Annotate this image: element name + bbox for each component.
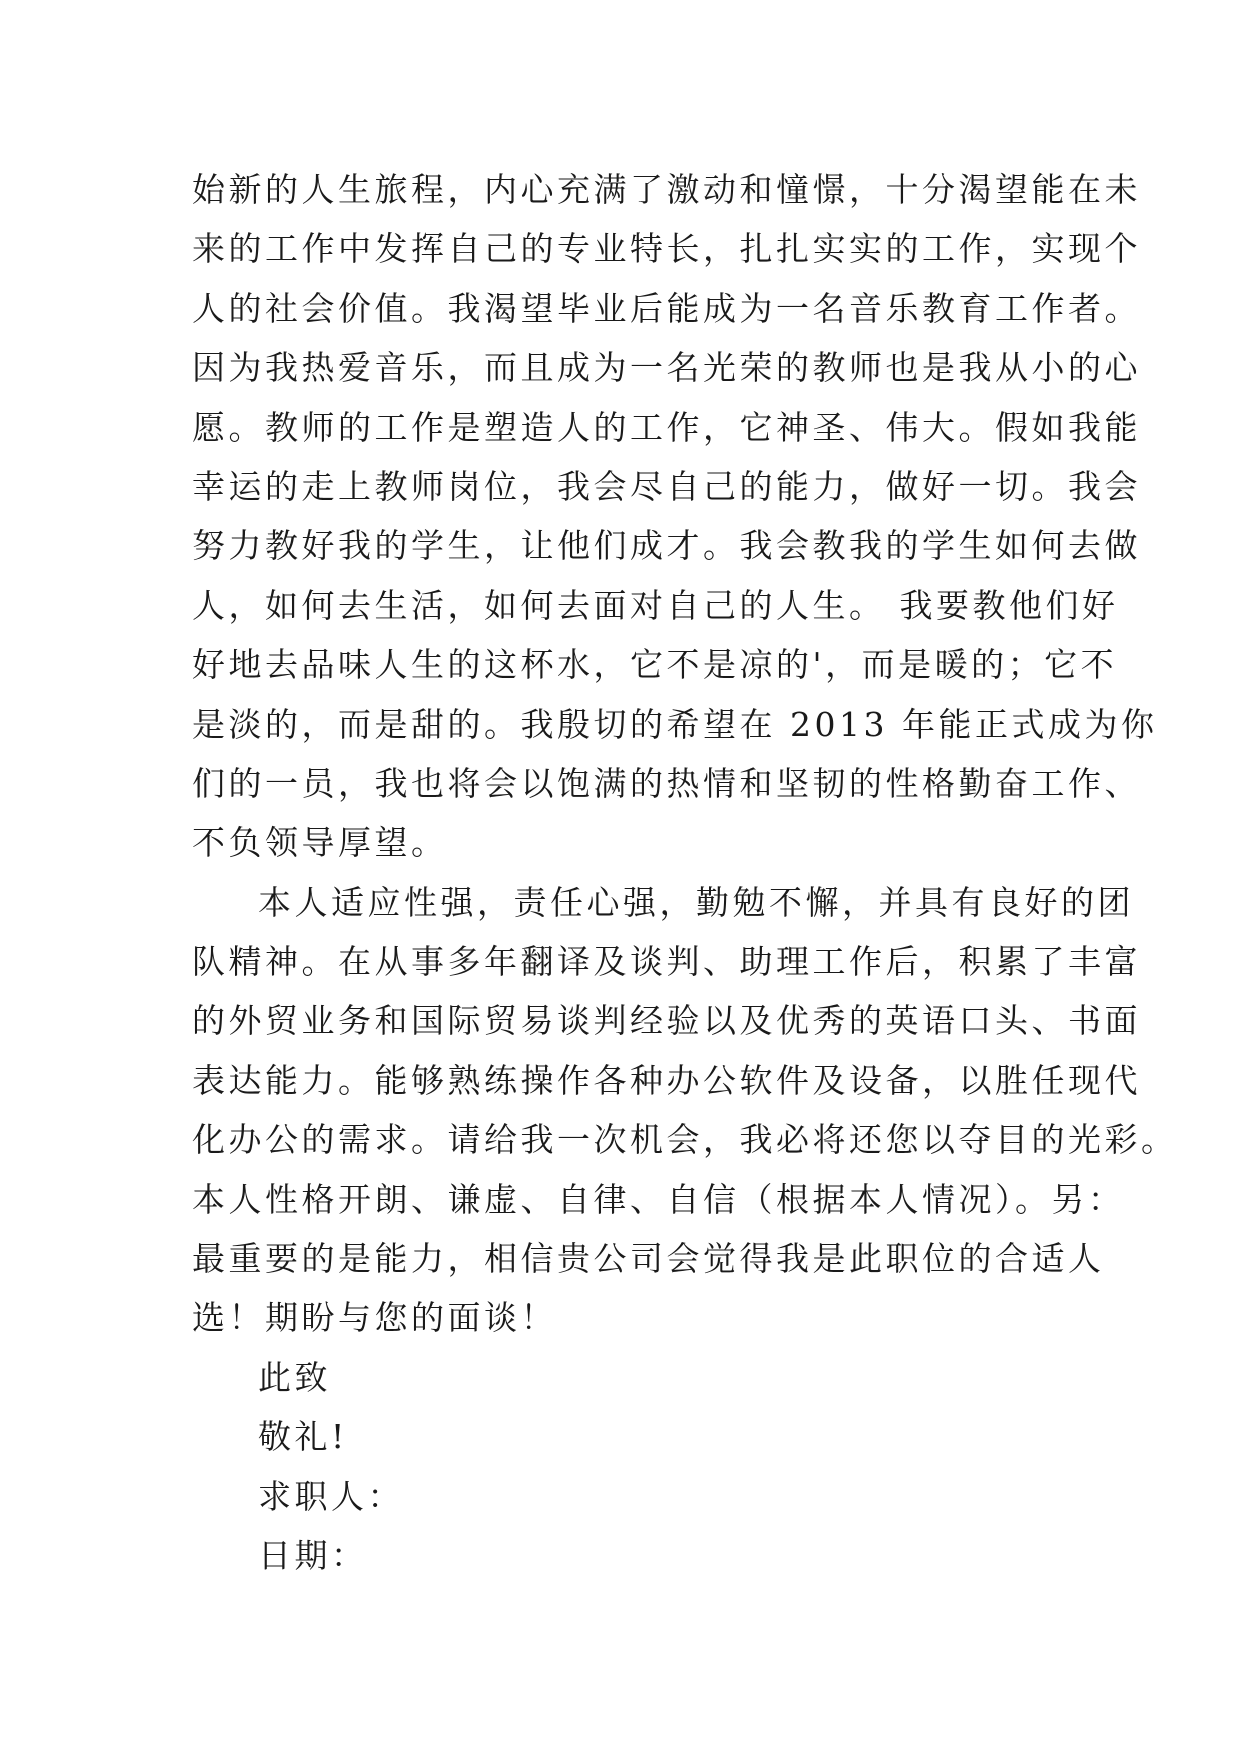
closing-regards: 敬礼! bbox=[258, 1417, 348, 1457]
paragraph-start-line: 本人适应性强，责任心强，勤勉不懈，并具有良好的团 bbox=[258, 882, 1134, 922]
letter-body bbox=[192, 160, 1178, 1585]
text-line: 因为我热爱音乐，而且成为一名光荣的教师也是我从小的心 bbox=[192, 348, 1141, 388]
text-line: 人，如何去生活，如何去面对自己的人生。 我要教他们好 bbox=[192, 585, 1119, 625]
text-line: 们的一员，我也将会以饱满的热情和坚韧的性格勤奋工作、 bbox=[192, 763, 1141, 803]
text-line: 来的工作中发挥自己的专业特长，扎扎实实的工作，实现个 bbox=[192, 229, 1141, 269]
text-line: 好地去品味人生的这杯水，它不是凉的'，而是暖的；它不 bbox=[192, 645, 1118, 685]
text-line: 的外贸业务和国际贸易谈判经验以及优秀的英语口头、书面 bbox=[192, 1001, 1141, 1041]
text-line: 表达能力。能够熟练操作各种办公软件及设备，以胜任现代 bbox=[192, 1060, 1141, 1100]
text-line: 始新的人生旅程，内心充满了激动和憧憬，十分渴望能在未 bbox=[192, 170, 1141, 209]
text-line: 最重要的是能力，相信贵公司会觉得我是此职位的合适人 bbox=[192, 1239, 1105, 1279]
applicant-label: 求职人： bbox=[258, 1476, 404, 1516]
text-line: 努力教好我的学生，让他们成才。我会教我的学生如何去做 bbox=[192, 526, 1141, 566]
text-line: 不负领导厚望。 bbox=[192, 823, 448, 863]
text-line: 愿。教师的工作是塑造人的工作，它神圣、伟大。假如我能 bbox=[192, 407, 1141, 447]
date-label: 日期： bbox=[258, 1535, 368, 1575]
text-line: 队精神。在从事多年翻译及谈判、助理工作后，积累了丰富 bbox=[192, 942, 1141, 982]
text-line: 人的社会价值。我渴望毕业后能成为一名音乐教育工作者。 bbox=[192, 288, 1141, 328]
closing-salutation: 此致 bbox=[258, 1357, 331, 1397]
text-line: 幸运的走上教师岗位，我会尽自己的能力，做好一切。我会 bbox=[192, 466, 1141, 506]
text-line: 化办公的需求。请给我一次机会，我必将还您以夺目的光彩。 bbox=[192, 1120, 1178, 1160]
text-line: 是淡的，而是甜的。我殷切的希望在 2013 年能正式成为你 bbox=[192, 704, 1158, 744]
text-line: 选！期盼与您的面谈！ bbox=[192, 1298, 557, 1338]
text-line: 本人性格开朗、谦虚、自律、自信（根据本人情况）。另： bbox=[192, 1179, 1125, 1219]
